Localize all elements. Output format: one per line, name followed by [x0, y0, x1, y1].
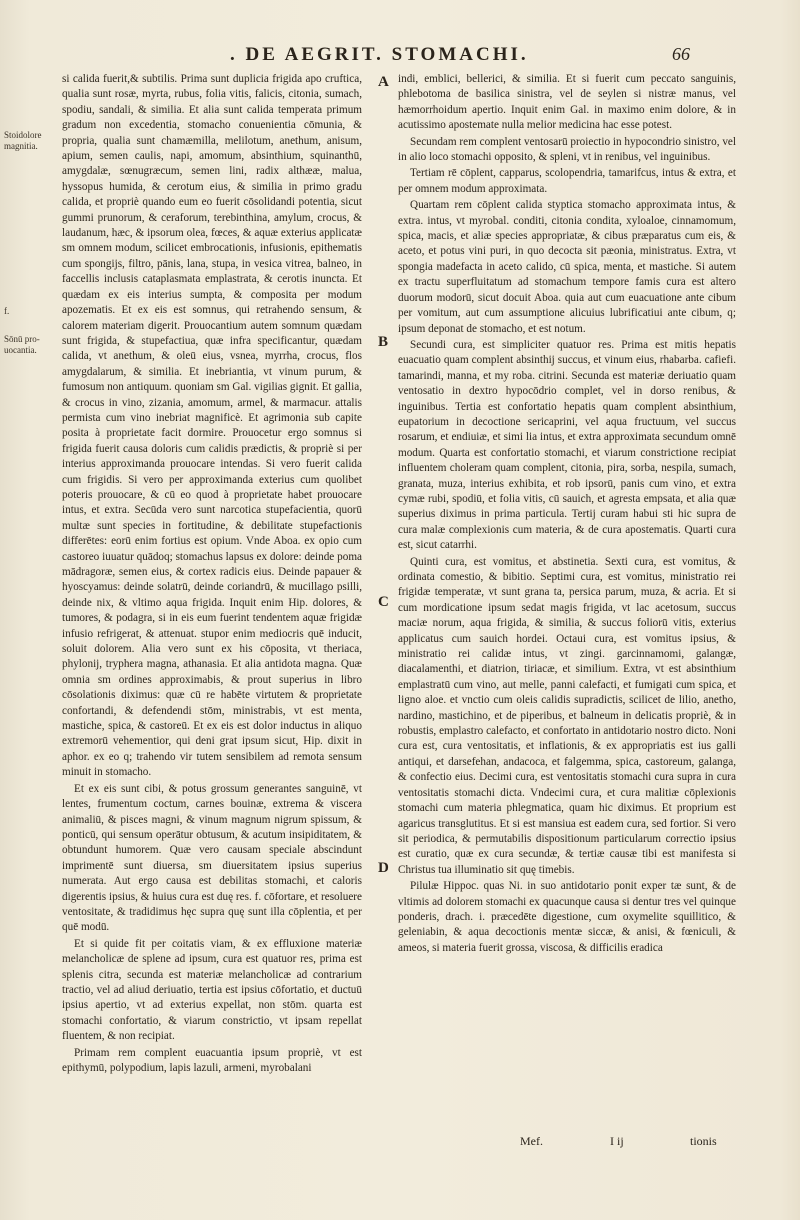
right-paragraph-1: indi, emblici, bellerici, & similia. Et si fuerit cum peccato sanguinis, phlebotoma de basilica sinistra, vel de seylen si nistræ manus, vel hæmorrhoidum apertio. Inquit enim Gal. in maximo enim dolore, & in acutissimo apostemate nulla melior medicina hac esse potest. — [398, 73, 736, 132]
section-letter-a: A — [378, 74, 389, 90]
right-paragraph-5: Secundi cura, est simpliciter quatuor res. Prima est mitis hepatis euacuatio quam complent absinthij succus, et vinum eius, rhabarba. cafiefi. tamarindi, manna, et my roba. citrini. Secunda est materiæ deriuatio quam ventosatio in dextro hypocōdrio complet, vel in dorso renibus, & inguinibus. Tertia est confortatio hepatis quam complent absinthium, eupatorium in decoctione sericaprini, vel aqua fructuum, vel succus rosarum, et endiuiæ, et simi lia intus, et extra approximata secundum omnē modum. Quarta est confortatio stomachi, et viarum constrictione recipiat influentem choleram quam complent, citonia, pira, sorba, nespila, sumach, granata, muza, interius exhibita, et rob ipsorū, panis cum vino, et extra cymæ rubi, spodiū, et folia vitis, cū sauich, et agresta empsata, et alia quæ superius diximus in prima particula. Tertij curam habui sti hic supra de cura malæ complexionis cum materia, & de cura apostematis. Quarti cura est, sicut catarrhi. — [398, 338, 736, 552]
margin-note-3: f. — [4, 306, 10, 316]
left-text-column — [62, 72, 362, 1122]
right-paragraph-4: Quartam rem cōplent calida styptica stomacho approximata intus, & extra. intus, vt myrobal. conditi, citonia condita, xyloaloe, cinnamomum, spica, macis, et aliæ species appropriatæ, & cibus præparatus cum eis, & aceto, et potus vini puri, in quo decocta sit pæonia, ministratus. Extra, vt spongia madefacta in aceto calido, cū spica, menta, et mastiche. Si autem ex tractu superfluitatum ad stomachum tempore famis cura est altero duorum modorū, sicut docuit Aboa. quia aut cum euacuatione ante cibum per vomitum, aut cum assumptione alicuius lubrificatiui ante cibum, q; ipsum deponat de stomacho, et est notum. — [398, 199, 736, 335]
right-paragraph-6: Quinti cura, est vomitus, et abstinetia. Sexti cura, est vomitus, & ordinata comestio, & bibitio. Septimi cura, est vomitus, ministratio rei frigidæ temperatæ, vt sunt grana ta, persica parum, muza, & acria. Et si cum mordicatione ipsum sedat magis frigida, vt lac acetosum, succus maciæ norum, aqua frigida, & similia, & succus foliorū vitis, exterius applicatus cum sauich hordei. Octaui cura, est vomitus ipsius, & ministratio rei calidæ intus, vt zingi. garcinnamomi, galangæ, diacalamenthi, et diatrion, tiriacæ, et similium. Extra, vt est absinthium emplastratū cum vino, aut melle, panni calefacti, et fumigati cum spica, et ligno aloe. et vnctio cum oleis calidis supradictis, scilicet de lilio, anetho, nardino, mastichino, et de piperibus, et balneum in delicatis propriè, & in robustis, emplastro calefacto, et confortato in antidotario nostro dicto. Noni cura est, cura ventositatis, et inflationis, & ex appropriatis est ius galli antiqui, et darsefehan, andacoca, et falgemma, spica, castoreum, galanga, & confectio eius. Decimi cura, est ventositatis stomachi cura supra in cura ventositatis stomachi dicta. Vndecimi cura, et cura malitiæ cōplexionis stomachi cum materia phlegmatica, quam hic diximus. Et proprium est agaricus transglutitus. Et si est mansiua est eadem cura, sed fortior. Si vero sit periodica, & permutabilis dispositionum particularum correctio ipsius est curatio, quæ ex cura secundæ, & tertiæ causæ tibi est manifesta si Christus tua illuminatio sit quę timebis. — [398, 555, 736, 876]
section-letter-d: D — [378, 860, 389, 876]
catchword: tionis — [690, 1134, 717, 1148]
signature-mark: I ij — [610, 1134, 624, 1148]
right-paragraph-7: Pilulæ Hippoc. quas Ni. in suo antidotario ponit exper tæ sunt, & de vltimis ad dolorem stomachi ex quacunque causa si dentur tres vel quinque ponderis, drach. i. præcedēte digestione, cum oxymelite squillitico, & geleniabin, & aqua decoctionis mentæ siccæ, & anisi, & fœniculi, & ameos, si materia fuerit grossa, viscosa, & difficilis eradica — [398, 880, 736, 954]
section-letter-c: C — [378, 594, 389, 610]
left-paragraph-4: Primam rem complent euacuantia ipsum propriè, vt est epithymū, polypodium, lapis lazuli, armeni, myrobalani — [62, 1046, 362, 1074]
footer-mark: Mef. — [520, 1134, 543, 1148]
left-paragraph-1: si calida fuerit,& subtilis. Prima sunt duplicia frigida apo cruftica, qualia sunt rosæ, myrta, rubus, folia vitis, falicis, citonia, sumach, spodiu, sandali, & similia. Et alia sunt calida temperata primum gradum non excedentia, stomacho conuenientia cōmunia, & propria, qualia sunt chamæmilla, melilotum, anethum, anisum, apium, semen caulis, napi, amomum, absinthium, squinanthū, amygdalæ, sœnugræcum, semen lini, radix althææ, malua, hyssopus humida, & cerotum eius, & similia in primo gradu calida, et propriè quando eum eo fuerit cōsolidandi potentia, sicut gummi prunorum, & ceraforum, terebinthina, amylum, crocus, & laudanum, hæc, & ipsorum olea, fœces, & aquæ exterius applicatæ sm omnem modum, scilicet embrocationis, infusionis, epithematis cum spongijs, filtro, pānis, lana, stupa, in vesica vitrea, balneo, in faccellis inclusis cataplasmata emplastrata, & cerotis inuncta. Et quædam ex eis interius sumpta, & composita per modum apozematis. Et ex eis est somnus, qui retrahendo sensum, & calorem materiam digerit. Prouocantium autem somnum quædam sunt frigida, & stupefactiua, quæ infra specificantur, quædam calida, vt anethum, & oleū eius, vsnea, myrrha, crocus, flos amygdalarum, & similia. Et inebriantia, vt vinum purum, & fumosum non antiquum. quoniam sm Gal. vigilias gignit. Et gallia, & crocus in vino, zizania, amomum, armel, & marmacur. attalis permista cum vino inebriat magnificè. Et agrimonia sub capite posita à proprietate facit dormire. Prouocetur ergo somnus si frigida fuerit causa doloris cum calidis prædictis, & propriè si per interius approximanda prouocare intendas. Si vero fuerit calida cum frigidis. Si vero per approximanda exterius cum quolibet poteris prouocare, & cū eo quod à proprietate habet prouocare intus, et extra. Secūda vero sunt narcotica stupefacientia, quorū multæ sunt species in fortitudine, & debilitate stupefactionis differētes: eorū enim fortius est opium. Vnde Aboa. ex opio cum castoreo iuuatur quādoq; stomachus lapsus ex dolore: deinde poma mādragoræ, semen eius, & cortex radicis eius. Deinde papauer & hyoscyamus: deinde solatrū, deinde coriandrū, & mucillago psilli, deinde nix, & vltimo aqua frigida. Inquit enim Hip. dolores, & tumores, & podagra, si in eis eum fuerint tendentem aquæ frigidæ infusio refrigerat, & attenuat. stupor enim mediocris quē inducit, soluit dolorem. Alia vero sunt ex his cōposita, vt theriaca, phylonij, tryphera magna, athanasia. Et alia antidota magna. Quæ omnia sm ordines approximabis, & prout superius in libro cōsolationis diximus: quæ cū re habēte virtutem & proprietate confortandi, & defendendi stōm, ministrabis, vt est menta, mastiche, spica, & castoreū. Et ex eis est dolor inductus in aliquo extremorū vehementior, qui deni grat ipsum sicut, Hip. dixit in aphor. ex eo q; trahendo vir tutem sensibilem ad remota sensum minuit in stomacho. — [62, 73, 362, 779]
right-paragraph-2: Secundam rem complent ventosarū proiectio in hypocondrio sinistro, vel in alio loco stomachi opposito, & spleni, vt in renibus, vel inguinibus. — [398, 135, 736, 164]
right-paragraph-3: Tertiam rē cōplent, capparus, scolopendria, tamarifcus, intus & extra, et per omnem modum approximata. — [398, 167, 736, 195]
left-paragraph-2: Et ex eis sunt cibi, & potus grossum generantes sanguinē, vt lentes, frumentum coctum, carnes bouinæ, extrema & viscera animaliū, & pisces magni, & vinum magnum nigrum spissum, & ponticū, qui sensum operātur obtusum, & acutum insipiditatem, & obtundunt humorem. Quæ vero causam speciale abscindunt imprimentē sunt diuersa, sm diuersitatem ipsius superius numerata. Aut ergo causa est debilitas stomachi, et caloris digerentis ipsius, & huius cura est duę res. f. cōfortare, et resoluere ventositate, & tradidimus hęc supra quę sunt illa cōplentia, et per quē modū. — [62, 782, 362, 934]
folio-number: 66 — [672, 44, 690, 64]
section-letter-b: B — [378, 334, 389, 350]
margin-note-2: Sōnū pro- uocantia. — [4, 334, 40, 355]
running-header — [0, 44, 800, 68]
left-paragraph-3: Et si quide fit per coitatis viam, & ex effluxione materiæ melancholicæ de splene ad ipsum, cura est quatuor res, prima est splenis citra, secunda est materiæ melancholicæ ad contrarium tractio, vel ad aliud deriuatio, tertia est ipsius cōfortatio, et ductuū ipsius apertio, vt ad exterius expellat, non stōm. quarta est stomachi confortatio, & viarum constrictio, vt ipsam repellat fluentem, & non recipiat. — [62, 937, 362, 1043]
running-title: . DE AEGRIT. STOMACHI. — [230, 44, 529, 65]
margin-note-1: Stoidolore magnitia. — [4, 130, 42, 151]
page-footer — [0, 1134, 800, 1154]
right-text-column — [398, 72, 736, 1134]
